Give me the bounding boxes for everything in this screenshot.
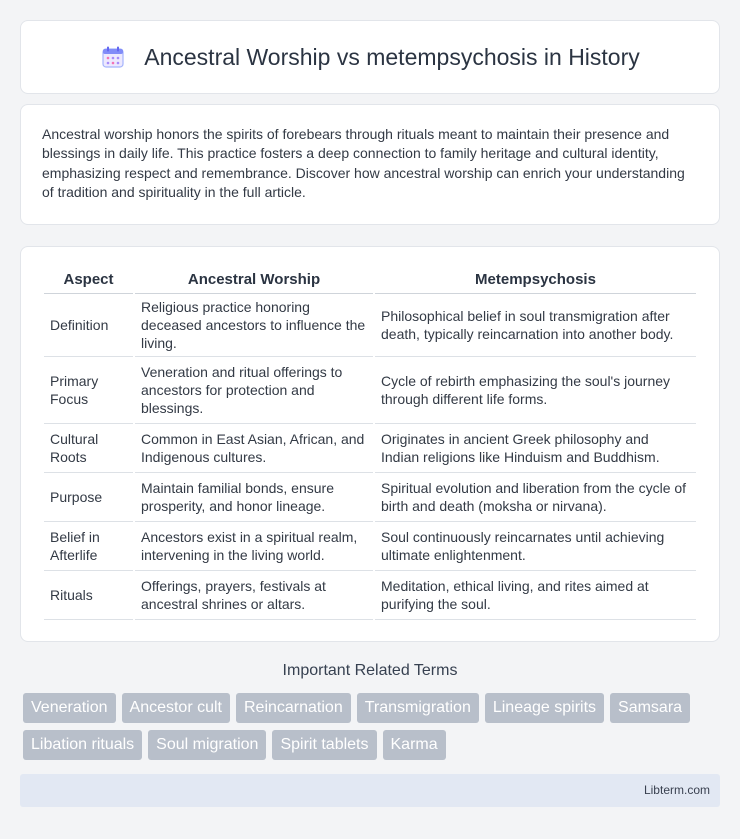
tag-samsara[interactable]: Samsara	[610, 693, 690, 723]
cell-aspect: Primary Focus	[44, 357, 133, 424]
tag-transmigration[interactable]: Transmigration	[357, 693, 479, 723]
intro-text: Ancestral worship honors the spirits of forebears through rituals meant to maintain their presence and blessings in daily life. This practice fosters a deep connection to family heritage and cultural identity, emphasizing respect and remembrance. Discover how ancestral worship can enrich your understanding of tradition and spirituality in the full article.	[42, 126, 685, 201]
cell-aspect: Belief in Afterlife	[44, 522, 133, 571]
cell-metempsychosis: Soul continuously reincarnates until achieving ultimate enlightenment.	[375, 522, 696, 571]
cell-ancestral: Ancestors exist in a spiritual realm, intervening in the living world.	[135, 522, 373, 571]
page-footer	[20, 774, 720, 807]
cell-ancestral: Offerings, prayers, festivals at ancestral shrines or altars.	[135, 571, 373, 620]
cell-metempsychosis: Cycle of rebirth emphasizing the soul's journey through different life forms.	[375, 357, 696, 424]
header-aspect: Aspect	[44, 268, 133, 294]
page-container	[20, 20, 720, 807]
cell-ancestral: Common in East Asian, African, and Indigenous cultures.	[135, 424, 373, 473]
cell-aspect: Cultural Roots	[44, 424, 133, 473]
table-row	[44, 357, 696, 424]
table-header-row	[44, 268, 696, 294]
tag-lineage-spirits[interactable]: Lineage spirits	[485, 693, 604, 723]
tag-karma[interactable]: Karma	[383, 730, 446, 760]
cell-aspect: Definition	[44, 294, 133, 357]
footer-brand-link[interactable]: Libterm.com	[643, 783, 710, 798]
cell-aspect: Purpose	[44, 473, 133, 522]
table-row	[44, 522, 696, 571]
cell-aspect: Rituals	[44, 571, 133, 620]
table-row	[44, 571, 696, 620]
intro-card	[20, 104, 720, 225]
tag-libation-rituals[interactable]: Libation rituals	[23, 730, 142, 760]
cell-metempsychosis: Meditation, ethical living, and rites aimed at purifying the soul.	[375, 571, 696, 620]
related-terms-list	[20, 693, 720, 760]
tag-spirit-tablets[interactable]: Spirit tablets	[272, 730, 376, 760]
related-terms-title: Important Related Terms	[282, 661, 458, 679]
cell-metempsychosis: Philosophical belief in soul transmigration after death, typically reincarnation into another body.	[375, 294, 696, 357]
cell-ancestral: Veneration and ritual offerings to ancestors for protection and blessings.	[135, 357, 373, 424]
tag-ancestor-cult[interactable]: Ancestor cult	[122, 693, 230, 723]
cell-ancestral: Maintain familial bonds, ensure prosperity, and honor lineage.	[135, 473, 373, 522]
page-header	[20, 20, 720, 94]
cell-ancestral: Religious practice honoring deceased ancestors to influence the living.	[135, 294, 373, 357]
calendar-icon	[100, 44, 126, 70]
tag-reincarnation[interactable]: Reincarnation	[236, 693, 351, 723]
tag-soul-migration[interactable]: Soul migration	[148, 730, 266, 760]
table-row	[44, 473, 696, 522]
table-row	[44, 424, 696, 473]
table-row	[44, 294, 696, 357]
tag-veneration[interactable]: Veneration	[23, 693, 116, 723]
header-ancestral-worship: Ancestral Worship	[135, 268, 373, 294]
comparison-card	[20, 246, 720, 642]
cell-metempsychosis: Originates in ancient Greek philosophy and Indian religions like Hinduism and Buddhism.	[375, 424, 696, 473]
cell-metempsychosis: Spiritual evolution and liberation from the cycle of birth and death (moksha or nirvana).	[375, 473, 696, 522]
page-title: Ancestral Worship vs metempsychosis in History	[144, 43, 640, 70]
header-metempsychosis: Metempsychosis	[375, 268, 696, 294]
comparison-table	[42, 268, 698, 620]
